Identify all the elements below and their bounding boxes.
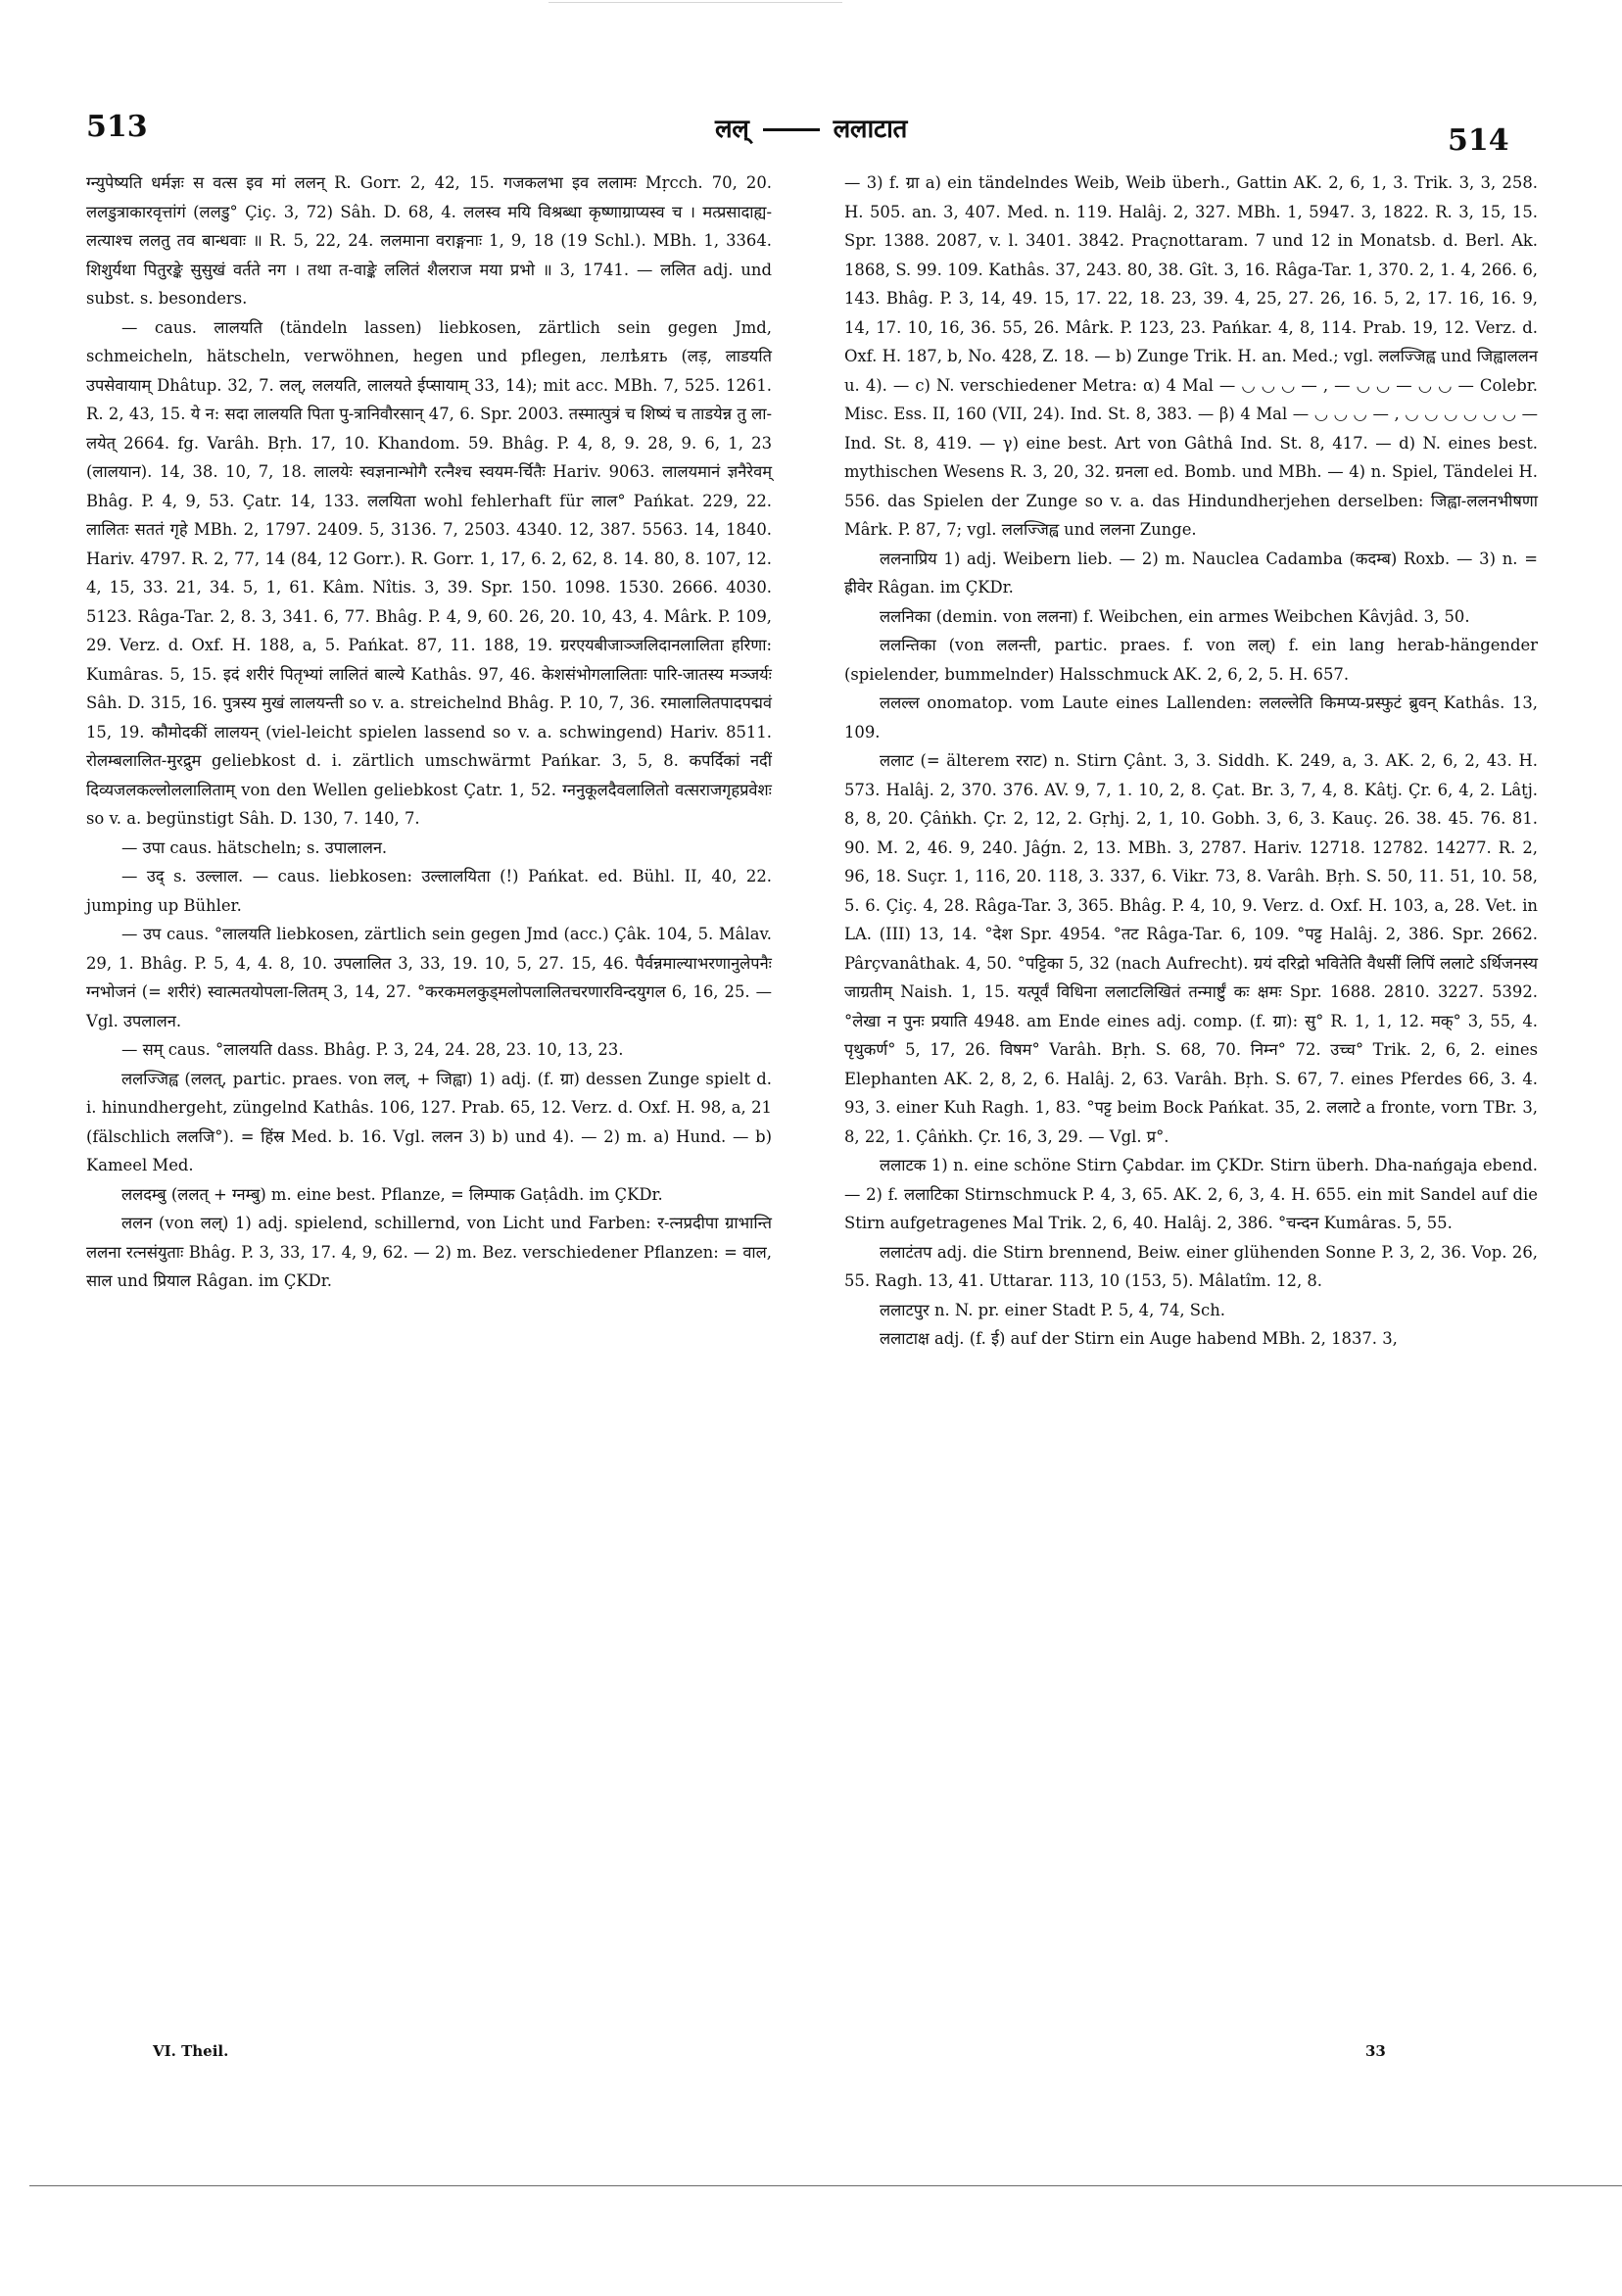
dictionary-entry: ललन (von लल्) 1) adj. spielend, schillernd, von Licht und Farben: र-त्नप्रदीपा ग्राभान्ति ललना रत्नसंयुताः Bhâg. P. 3, 33, 17. 4, 9, 62. — 2) m. Bez. verschiedener Pflanzen: = वाल, साल und प्रियाल Râgan. im ÇKDr. [86,1214,772,1290]
dictionary-entry: ललनिका (demin. von ललना) f. Weibchen, ein armes Weibchen Kâvjâd. 3, 50. [880,606,1470,626]
dictionary-entry: ललनाप्रिय 1) adj. Weibern lieb. — 2) m. Nauclea Cadamba (कदम्ब) Roxb. — 3) n. = ह्रीवेर Râgan. im ÇKDr. [844,549,1538,597]
right-column [844,168,1538,1354]
scan-bottom-edge [29,2185,1622,2186]
dictionary-entry: ललज्जिह्व (ललत्, partic. praes. von लल्, + जिह्वा) 1) adj. (f. ग्रा) dessen Zunge spielt d. i. hinundhergeht, züngelnd Kathâs. 106, 127. Prab. 65, 12. Verz. d. Oxf. H. 98, a, 21 (fälschlich ललजि°). = हिंस्र Med. b. 16. Vgl. ललन 3) b) und 4). — 2) m. a) Hund. — b) Kameel Med. [86,1069,772,1174]
dictionary-entry: ललाटंतप adj. die Stirn brennend, Beiw. einer glühenden Sonne P. 3, 2, 36. Vop. 26, 55. Ragh. 13, 41. Uttarar. 113, 10 (153, 5). Mâlatîm. 12, 8. [844,1242,1538,1290]
left-paragraph: — सम् caus. °लालयति dass. Bhâg. P. 3, 24, 24. 28, 23. 10, 13, 23. [121,1040,624,1059]
running-head-left: लल् [714,115,749,144]
dictionary-entry: ललाटाक्ष adj. (f. ई) auf der Stirn ein Auge habend MBh. 2, 1837. 3, [880,1329,1398,1348]
left-paragraph: — caus. लालयति (tändeln lassen) liebkosen, zärtlich sein gegen Jmd, schmeicheln, hätscheln, verwöhnen, hegen und pflegen, лелѣять (लड़, लाडयति उपसेवायाम् Dhâtup. 32, 7. लल्, ललयति, लालयते ईप्सायाम् 33, 14); mit acc. MBh. 7, 525. 1261. R. 2, 43, 15. ये न: सदा लालयति पिता पु-त्रानिवौरसान् 47, 6. Spr. 2003. तस्मात्पुत्रं च शिष्यं च ताडयेन्न तु ला-लयेत् 2664. fg. Varâh. Bṛh. 17, 10. Khandom. 59. Bhâg. P. 4, 8, 9. 28, 9. 6, 1, 23 (लालयान). 14, 38. 10, 7, 18. लालयेः स्वज्ञनान्भोगै रत्नैश्च स्वयम-र्चितैः Hariv. 9063. लालयमानं ज्ञनैरेवम् Bhâg. P. 4, 9, 53. Çatr. 14, 133. ललयिता wohl fehlerhaft für लाल° Pańkat. 229, 22. लालितः सततं गृहे MBh. 2, 1797. 2409. 5, 3136. 7, 2503. 4340. 12, 387. 5563. 14, 1840. Hariv. 4797. R. 2, 77, 14 (84, 12 Gorr.). R. Gorr. 1, 17, 6. 2, 62, 8. 14. 80, 8. 107, 12. 4, 15, 33. 21, 34. 5, 1, 61. Kâm. Nîtis. 3, 39. Spr. 150. 1098. 1530. 2666. 4030. 5123. Râga-Tar. 2, 8. 3, 341. 6, 77. Bhâg. P. 4, 9, 60. 26, 20. 10, 43, 4. Mârk. P. 109, 29. Verz. d. Oxf. H. 188, a, 5. Pańkat. 87, 11. 188, 19. ग्ररएयबीजाञ्जलिदानलालिता हरिणा: Kumâras. 5, 15. इदं शरीरं पितृभ्यां लालितं बाल्ये Kathâs. 97, 46. केशसंभोगलालिताः पारि-जातस्य मञ्जर्यः Sâh. D. 315, 16. पुत्रस्य मुखं लालयन्ती so v. a. streichelnd Bhâg. P. 10, 7, 36. रमालालितपादपद्मवं 15, 19. कौमोदकीं लालयन् (viel-leicht spielen lassend so v. a. schwingend) Hariv. 8511. रोलम्बलालित-मुरद्रुम geliebkost d. i. zärtlich umschwärmt Pańkar. 3, 5, 8. कपर्दिकां नदीं दिव्यजलकल्लोललालिताम् von den Wellen geliebkost Çatr. 1, 52. ग्ननुकूलदैवलालितो वत्सराजगृहप्रवेशः so v. a. begünstigt Sâh. D. 130, 7. 140, 7. [86,317,772,828]
left-paragraph: — उप caus. °लालयति liebkosen, zärtlich sein gegen Jmd (acc.) Çâk. 104, 5. Mâlav. 29, 1. Bhâg. P. 5, 4, 4. 8, 10. उपलालित 3, 33, 19. 10, 5, 27. 15, 46. पैर्वन्नमाल्याभरणानुलेपनैः ग्नभोजनं (= शरीरं) स्वात्मतयोपला-लितम् 3, 14, 27. °करकमलकुड्मलोपलालितचरणारविन्दयुगल 6, 16, 25. — Vgl. उपलालन. [86,925,772,1030]
running-head [0,110,1622,145]
page-header [0,0,1622,196]
dictionary-entry: ललन्तिका (von ललन्ती, partic. praes. f. von लल्) f. ein lang herab-hängender (spielender, bummelnder) Halsschmuck AK. 2, 6, 2, 5. H. 657. [844,636,1538,684]
running-head-dash [763,128,820,131]
signature-number: 33 [1365,2042,1386,2060]
dictionary-entry: ललाटक 1) n. eine schöne Stirn Çabdar. im ÇKDr. Stirn überh. Dha-nańgaja ebend. — 2) f. ललाटिका Stirnschmuck P. 4, 3, 65. AK. 2, 6, 3, 4. H. 655. ein mit Sandel auf die Stirn aufgetragenes Mal Trik. 2, 6, 40. Halâj. 2, 386. °चन्दन Kumâras. 5, 55. [844,1156,1538,1232]
page-number-left: 513 [86,110,148,144]
volume-signature: VI. Theil. [153,2042,229,2060]
dictionary-entry: ललाटपुर n. N. pr. einer Stadt P. 5, 4, 74, Sch. [880,1300,1225,1319]
left-paragraph: — उद् s. उल्लाल. — caus. liebkosen: उल्लालयिता (!) Pańkat. ed. Bühl. II, 40, 22. jumping up Bühler. [86,867,772,915]
left-paragraph: — उपा caus. hätscheln; s. उपालालन. [121,837,388,857]
right-paragraph: — 3) f. ग्रा a) ein tändelndes Weib, Weib überh., Gattin AK. 2, 6, 1, 3. Trik. 3, 3, 258. H. 505. an. 3, 407. Med. n. 119. Halâj. 2, 327. MBh. 1, 5947. 3, 1822. R. 3, 15, 15. Spr. 1388. 2087, v. l. 3401. 3842. Praçnottaram. 7 und 12 in Monatsb. d. Berl. Ak. 1868, S. 99. 109. Kathâs. 37, 243. 80, 38. Gît. 3, 16. Râga-Tar. 1, 370. 2, 1. 4, 266. 6, 143. Bhâg. P. 3, 14, 49. 15, 17. 22, 18. 23, 39. 4, 25, 27. 26, 16. 5, 2, 17. 16, 16. 9, 14, 17. 10, 16, 36. 55, 26. Mârk. P. 123, 23. Pańkar. 4, 8, 114. Prab. 19, 12. Verz. d. Oxf. H. 187, b, No. 428, Z. 18. — b) Zunge Trik. H. an. Med.; vgl. ललज्जिह्व und जिह्वाललन u. 4). — c) N. verschiedener Metra: α) 4 Mal — ◡ ◡ ◡ — , — ◡ ◡ — ◡ ◡ — Colebr. Misc. Ess. II, 160 (VII, 24). Ind. St. 8, 383. — β) 4 Mal — ◡ ◡ ◡ — , ◡ ◡ ◡ ◡ ◡ ◡ — Ind. St. 8, 419. — γ) eine best. Art von Gâthâ Ind. St. 8, 417. — d) N. eines best. mythischen Wesens R. 3, 20, 32. ग्रनला ed. Bomb. und MBh. — 4) n. Spiel, Tändelei H. 556. das Spielen der Zunge so v. a. das Hindundherjehen derselben: जिह्वा-ललनभीषणा Mârk. P. 87, 7; vgl. ललज्जिह्व und ललना Zunge. [844,173,1538,539]
left-paragraph: ग्न्युपेष्यति धर्मज्ञः स वत्स इव मां ललन् R. Gorr. 2, 42, 15. गजकलभा इव ललामः Mṛcch. 70, 20. ललडुत्राकारवृत्तांगं (ललडु° Çiç. 3, 72) Sâh. D. 68, 4. ललस्व मयि विश्रब्धा कृष्णाग्राप्यस्व च । मत्प्रसादाह्य-लत्याश्च ललतु तव बान्धवाः ॥ R. 5, 22, 24. ललमाना वराङ्गनाः 1, 9, 18 (19 Schl.). MBh. 1, 3364. शिशुर्यथा पितुरङ्के सुसुखं वर्तते नग । तथा त-वाङ्के ललितं शैलराज मया प्रभो ॥ 3, 1741. — ललित adj. und subst. s. besonders. [86,173,772,308]
left-column [86,168,772,1296]
page-number-right: 514 [1448,123,1509,158]
dictionary-entry: ललल्ल onomatop. vom Laute eines Lallenden: ललल्लेति किमप्य-प्रस्फुटं ब्रुवन् Kathâs. 13, 109. [844,694,1538,741]
dictionary-entry: ललदम्बु (ललत् + ग्नम्बु) m. eine best. Pflanze, = लिम्पाक Gaṭâdh. im ÇKDr. [121,1184,663,1204]
running-head-right: ललाटात [833,115,908,144]
dictionary-entry: ललाट (= älterem रराट) n. Stirn Çânt. 3, 3. Siddh. K. 249, a, 3. AK. 2, 6, 2, 43. H. 573. Halâj. 2, 370. 376. AV. 9, 7, 1. 10, 2, 8. Çat. Br. 3, 7, 4, 8. Kâtj. Çr. 6, 4, 2. Lâṭj. 8, 8, 20. Çâṅkh. Çr. 2, 12, 2. Gṛhj. 2, 1, 10. Gobh. 3, 6, 3. Kauç. 26. 38. 45. 76. 81. 90. M. 2, 46. 9, 240. Jâǵn. 2, 13. MBh. 3, 2787. Hariv. 12718. 12782. 14277. R. 2, 96, 18. Suçr. 1, 116, 20. 118, 3. 337, 6. Vikr. 73, 8. Varâh. Bṛh. S. 50, 11. 51, 10. 58, 5. 6. Çiç. 4, 28. Râga-Tar. 3, 365. Bhâg. P. 4, 10, 9. Verz. d. Oxf. H. 103, a, 28. Vet. in LA. (III) 13, 14. °देश Spr. 4954. °तट Râga-Tar. 6, 109. °पट्ट Halâj. 2, 386. Spr. 2662. Pârçvanâthak. 4, 50. °पट्टिका 5, 32 (nach Aufrecht). ग्रयं दरिद्रो भवितेति वैधसीं लिपिं ललाटे ऽर्थिजनस्य जाग्रतीम् Naish. 1, 15. यत्पूर्वं विधिना ललाटलिखितं तन्मार्ष्टुं कः क्षमः Spr. 1688. 2810. 3227. 5392. °लेखा न पुनः प्रयाति 4948. am Ende eines adj. comp. (f. ग्रा): सु° R. 1, 1, 12. मक्° 3, 55, 4. पृथुकर्ण° 5, 17, 26. विषम° Varâh. Bṛh. S. 68, 70. निम्न° 72. उच्च° Trik. 2, 6, 2. eines Elephanten AK. 2, 8, 2, 6. Halâj. 2, 63. Varâh. Bṛh. S. 67, 7. eines Pferdes 66, 3. 4. 93, 3. einer Kuh Ragh. 1, 83. °पट्ट beim Bock Pańkat. 35, 2. ललाटे a fronte, vorn TBr. 3, 8, 22, 1. Çâṅkh. Çr. 16, 3, 29. — Vgl. प्र°. [844,751,1538,1146]
